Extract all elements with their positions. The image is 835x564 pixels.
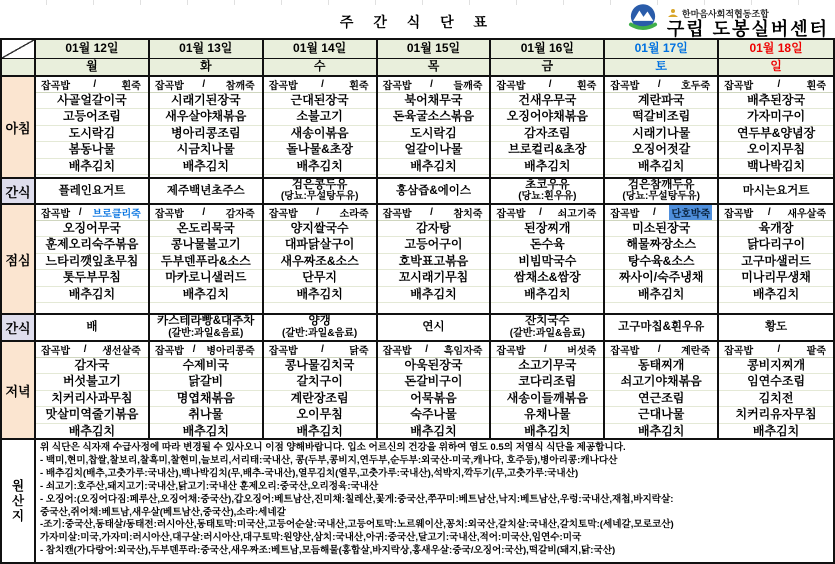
menu-item: 돈수육	[491, 237, 603, 253]
menu-item: 계란장조림	[264, 391, 376, 407]
menu-item: 배추김치	[605, 424, 717, 438]
menu-item: 배추김치	[264, 424, 376, 438]
origin-note-line: - 쇠고기:호주산,돼지고기:국내산,닭고기:국내산 훈제오리:중국산,오리정육:국내산	[40, 480, 379, 492]
rice-porridge-line	[491, 342, 603, 358]
menu-item: 콩나물김치국	[264, 358, 376, 374]
snack-item: 양갱	[308, 315, 331, 327]
meal-cell	[605, 340, 719, 438]
menu-text: 잡곡밥	[382, 81, 412, 92]
origin-note-line: -조기:중국산,동태살/동태전:러시아산,동태토막:미국산,고등어순살:국내산,고등어토막:노르웨이산,꽁치:외국산,갈치살:국내산,갈치토막:(세네갈,모로코산)	[40, 519, 674, 531]
menu-item: 얼갈이나물	[378, 142, 490, 158]
menu-item: 고등어조림	[36, 109, 148, 125]
rice-porridge-line	[378, 342, 490, 358]
rice-porridge-line	[605, 77, 717, 93]
menu-item: 도시락김	[378, 126, 490, 142]
rice-porridge-line	[491, 205, 603, 221]
menu-item: 배추김치	[605, 159, 717, 175]
menu-text: 새우살죽	[787, 209, 826, 220]
menu-text: 참깨죽	[225, 81, 255, 92]
menu-item: 꼬시래기무침	[378, 270, 490, 286]
dow-cell: 금	[491, 58, 605, 75]
snack-item: 검은콩두유	[291, 178, 348, 191]
menu-item: 도시락김	[36, 126, 148, 142]
origin-note-line: - 배추김치(배추,고춧가루:국내산),백나박김치(무,배추-국내산),열무김치(열무,고춧가루:국내산),석박지,깍두기(무,고춧가루:국내산)	[40, 467, 579, 479]
origin-section	[0, 438, 835, 564]
origin-row-label	[2, 440, 36, 562]
menu-item: 단무지	[264, 270, 376, 286]
menu-text: /	[777, 344, 781, 355]
menu-item: 양지쌀국수	[264, 221, 376, 237]
menu-item: 맛살미역줄기볶음	[36, 407, 148, 423]
menu-item: 고등어구이	[378, 237, 490, 253]
menu-item: 치커리사과무침	[36, 391, 148, 407]
meal-cell	[264, 340, 378, 438]
menu-item: 사골얼갈이국	[36, 93, 148, 109]
menu-item: 건새우무국	[491, 93, 603, 109]
menu-text: 잡곡밥	[610, 81, 640, 92]
menu-item: 배추김치	[378, 159, 490, 175]
menu-item: 오이무침	[264, 407, 376, 423]
menu-item: 배추김치	[264, 287, 376, 303]
menu-item: 돌나물&초장	[264, 142, 376, 158]
snack-item: 연시	[422, 321, 445, 334]
meal-cell	[605, 75, 719, 177]
menu-text: 흰죽	[576, 81, 597, 92]
rice-porridge-line	[264, 342, 376, 358]
menu-text: /	[202, 79, 206, 90]
center-name: 구립 도봉실버센터	[666, 19, 829, 39]
menu-item: 짜사이/숙주냉채	[605, 270, 717, 286]
menu-item: 배추김치	[378, 287, 490, 303]
rice-porridge-line	[150, 77, 262, 93]
meal-cell	[378, 75, 492, 177]
snack-item: 카스테라빵&대추차	[157, 315, 255, 327]
origin-note-line: - 백미,현미,찹쌀,찰보리,찰흑미,찰현미,늘보리,서리태:국내산, 콩(두부,콩비지,연두부,순두부:외국산-미국,캐나다, 호주등),병아리콩:캐나다산	[40, 454, 618, 466]
menu-text: 잡곡밥	[724, 346, 754, 357]
snack-item: 플레인요거트	[58, 184, 126, 197]
menu-item: 봄동나물	[36, 142, 148, 158]
meal-cell	[36, 340, 150, 438]
date-cell: 01월 13일	[150, 40, 264, 58]
meal-cell	[719, 75, 833, 177]
meal-cell	[491, 75, 605, 177]
empty-grid-lines	[491, 303, 603, 313]
menu-item: 닭다리구이	[719, 237, 833, 253]
menu-item: 병아리콩조림	[150, 126, 262, 142]
menu-item: 가자미구이	[719, 109, 833, 125]
origin-label-char: 원	[11, 478, 25, 493]
menu-text: 잡곡밥	[268, 346, 298, 357]
org-names	[667, 7, 829, 38]
menu-text: /	[202, 207, 206, 218]
date-cell: 01월 15일	[378, 40, 492, 58]
menu-item: 시금치나물	[150, 142, 262, 158]
rice-porridge-line	[150, 342, 262, 358]
menu-item: 새송이들깨볶음	[491, 391, 603, 407]
menu-item: 해물짜장소스	[605, 237, 717, 253]
menu-item: 버섯불고기	[36, 374, 148, 390]
menu-item: 코다리조림	[491, 374, 603, 390]
snack-cell	[491, 313, 605, 340]
menu-item: 육개장	[719, 221, 833, 237]
origin-note-line: 가자미살:미국,가자미:러시아산,대구살:러시아산,대구토막:원양산,삼치:국내산,아귀:중국산,달고기:국내산,적어:미국산,임연수:미국	[40, 532, 582, 544]
menu-item: 비빔막국수	[491, 254, 603, 270]
menu-text: /	[192, 344, 196, 355]
menu-item: 두부덴푸라&소스	[150, 254, 262, 270]
menu-item: 돈육굴소스볶음	[378, 109, 490, 125]
meal-cell	[150, 75, 264, 177]
rice-porridge-line	[491, 77, 603, 93]
snack-item: 제주백년초주스	[166, 184, 245, 197]
org-logo-block	[625, 2, 829, 43]
menu-text: 잡곡밥	[154, 346, 184, 357]
menu-item: 배추김치	[150, 159, 262, 175]
snack-cell	[719, 313, 833, 340]
menu-text: 잡곡밥	[268, 81, 298, 92]
menu-text: 버섯죽	[567, 346, 597, 357]
menu-text: 흑임자죽	[443, 346, 483, 357]
menu-item: 대파닭살구이	[264, 237, 376, 253]
menu-item: 느타리깻잎초무침	[36, 254, 148, 270]
rice-porridge-line	[719, 77, 833, 93]
menu-text: /	[430, 79, 433, 90]
rice-porridge-line	[378, 77, 490, 93]
meal-cell	[150, 340, 264, 438]
menu-item: 계란파국	[605, 93, 717, 109]
snack-item-note: (갈반:과일&음료)	[509, 327, 585, 339]
snack-item: 배	[86, 321, 98, 334]
menu-text: 잡곡밥	[610, 346, 640, 357]
menu-item: 오징어야채볶음	[491, 109, 603, 125]
menu-item: 배추김치	[36, 287, 148, 303]
origin-label-char: 지	[11, 508, 25, 523]
meal-cell	[491, 203, 605, 313]
menu-text: 흰죽	[121, 81, 141, 92]
menu-item: 배추김치	[36, 159, 148, 175]
row-label: 점심	[2, 203, 36, 313]
menu-item: 새송이볶음	[264, 126, 376, 142]
menu-item: 돈갈비구이	[378, 374, 490, 390]
menu-item: 연두부&양념장	[719, 126, 833, 142]
meal-cell	[719, 340, 833, 438]
menu-text: 단호박죽	[669, 205, 712, 220]
meal-cell	[378, 203, 492, 313]
menu-text: /	[543, 344, 547, 355]
rice-porridge-line	[150, 205, 262, 221]
menu-item: 미나리무생채	[719, 270, 833, 286]
menu-item: 갈치구이	[264, 374, 376, 390]
menu-text: /	[321, 344, 324, 355]
menu-item: 훈제오리숙주볶음	[36, 237, 148, 253]
menu-item: 시래기된장국	[150, 93, 262, 109]
menu-item: 소고기무국	[491, 358, 603, 374]
menu-item: 임연수조림	[719, 374, 833, 390]
rice-porridge-line	[36, 342, 148, 358]
menu-text: /	[657, 344, 661, 355]
menu-item: 어묵볶음	[378, 391, 490, 407]
menu-text: 잡곡밥	[496, 81, 526, 92]
menu-item: 백나박김치	[719, 159, 833, 175]
menu-text: 잡곡밥	[41, 81, 70, 92]
menu-text: 잡곡밥	[724, 81, 754, 92]
date-cell: 01월 17일	[605, 40, 719, 58]
snack-item: 황도	[764, 321, 788, 334]
menu-item: 명엽채볶음	[150, 391, 262, 407]
empty-grid-lines	[719, 303, 833, 313]
dow-cell: 목	[378, 58, 492, 75]
menu-item: 탕수육&소스	[605, 254, 717, 270]
origin-label-char: 산	[11, 493, 25, 508]
menu-item: 배추김치	[150, 287, 262, 303]
menu-item: 새우살야채볶음	[150, 109, 262, 125]
rice-porridge-line	[378, 205, 490, 221]
menu-item: 배추김치	[719, 424, 833, 438]
menu-table	[0, 38, 835, 438]
menu-item: 쇠고기야채볶음	[605, 374, 717, 390]
date-cell: 01월 16일	[491, 40, 605, 58]
menu-text: 잡곡밥	[496, 346, 526, 357]
snack-item: 고구마칩&흰우유	[618, 321, 705, 334]
menu-item: 새우짜조&소스	[264, 254, 376, 270]
menu-text: 소라죽	[339, 209, 369, 220]
menu-item: 온도리묵국	[150, 221, 262, 237]
corner-dow-cell	[2, 58, 36, 75]
origin-note-line: 위 식단은 식자재 수급사정에 따라 변경될 수 있사오니 이점 양해바랍니다. 입소 어르신의 건강을 위하여 염도 0.5의 저염식 식단을 제공합니다.	[40, 442, 626, 453]
menu-item: 떡갈비조림	[605, 109, 717, 125]
snack-item-note: (당뇨:무설탕두유)	[280, 191, 359, 202]
menu-text: /	[767, 207, 771, 218]
date-cell: 01월 12일	[36, 40, 150, 58]
meal-cell	[719, 203, 833, 313]
meal-cell	[264, 75, 378, 177]
menu-item: 감자국	[36, 358, 148, 374]
dow-cell: 월	[36, 58, 150, 75]
menu-item: 근대된장국	[264, 93, 376, 109]
title-bar	[0, 0, 835, 38]
corner-cell	[2, 40, 36, 58]
menu-item: 배추김치	[150, 424, 262, 438]
menu-text: /	[539, 207, 542, 218]
menu-item: 호박표고볶음	[378, 254, 490, 270]
empty-grid-lines	[378, 303, 490, 313]
menu-text: 잡곡밥	[154, 209, 184, 220]
dow-cell: 화	[150, 58, 264, 75]
meal-cell	[264, 203, 378, 313]
menu-item: 배추김치	[719, 287, 833, 303]
page-title: 주 간 식 단 표	[339, 14, 496, 30]
menu-text: 참치죽	[453, 209, 483, 220]
menu-text: 감자죽	[225, 209, 255, 220]
menu-item: 김치전	[719, 391, 833, 407]
rice-porridge-line	[605, 342, 717, 358]
snack-item: 초코우유	[525, 178, 570, 191]
menu-text: /	[777, 79, 781, 90]
snack-cell	[36, 177, 150, 203]
menu-item: 연근조림	[605, 391, 717, 407]
menu-text: /	[430, 207, 433, 218]
coop-icon	[667, 8, 679, 20]
meal-cell	[378, 340, 492, 438]
menu-item: 오이지무침	[719, 142, 833, 158]
menu-text: 호두죽	[681, 81, 711, 92]
origin-note-line: 중국산,쥐어채:베트남,새우살(베트남산,중국산),소라:세네갈	[40, 506, 286, 518]
menu-item: 배추김치	[605, 287, 717, 303]
menu-item: 근대나물	[605, 407, 717, 423]
menu-item: 배추김치	[264, 159, 376, 175]
menu-text: /	[548, 79, 552, 90]
snack-cell	[36, 313, 150, 340]
row-label: 간식	[2, 313, 36, 340]
menu-item: 브로컬리&초장	[491, 142, 603, 158]
menu-item: 숙주나물	[378, 407, 490, 423]
menu-text: /	[652, 207, 656, 218]
meal-cell	[605, 203, 719, 313]
menu-item: 소불고기	[264, 109, 376, 125]
date-cell: 01월 18일	[719, 40, 833, 58]
menu-item: 고구마샐러드	[719, 254, 833, 270]
snack-cell	[719, 177, 833, 203]
menu-item: 배추된장국	[719, 93, 833, 109]
menu-text: 잡곡밥	[610, 209, 640, 220]
dow-cell: 수	[264, 58, 378, 75]
rice-porridge-line	[719, 342, 833, 358]
snack-cell	[491, 177, 605, 203]
snack-item-note: (당뇨:흰우유)	[518, 191, 577, 202]
menu-text: /	[425, 344, 429, 355]
menu-text: 잡곡밥	[496, 209, 526, 220]
meal-cell	[491, 340, 605, 438]
menu-item: 콩나물불고기	[150, 237, 262, 253]
empty-grid-lines	[264, 303, 376, 313]
menu-item: 배추김치	[36, 424, 148, 438]
snack-item-note: (당뇨:무설탕두유)	[622, 191, 701, 202]
origin-note-line: - 오징어:(오징어다짐:페루산,오징어채:중국산),갑오징어:베트남산,진미채:칠레산,꽃게:중국산,쭈꾸미:베트남산,낙지:베트남산,우렁:국내산,재첩,바지락살:	[40, 493, 674, 505]
dow-cell: 일	[719, 58, 833, 75]
menu-item: 치커리유자무침	[719, 407, 833, 423]
menu-text: /	[316, 207, 320, 218]
snack-cell	[150, 313, 264, 340]
menu-item: 미소된장국	[605, 221, 717, 237]
snack-item: 홍삼즙&에이스	[396, 184, 471, 197]
menu-text: 흰죽	[349, 81, 369, 92]
snack-item: 잔치국수	[525, 315, 570, 327]
menu-item: 오징어젓갈	[605, 142, 717, 158]
menu-text: 병아리콩죽	[206, 346, 255, 357]
menu-item: 동태찌개	[605, 358, 717, 374]
menu-text: 쇠고기죽	[557, 209, 597, 220]
menu-text: /	[78, 207, 82, 218]
menu-text: 잡곡밥	[41, 209, 70, 220]
menu-text: /	[93, 79, 97, 90]
snack-cell	[150, 177, 264, 203]
menu-item: 쌈채소&쌈장	[491, 270, 603, 286]
menu-item: 아욱된장국	[378, 358, 490, 374]
date-cell: 01월 14일	[264, 40, 378, 58]
menu-item: 취나물	[150, 407, 262, 423]
menu-text: 계란죽	[681, 346, 711, 357]
rice-porridge-line	[605, 205, 717, 221]
menu-text: /	[83, 344, 87, 355]
rice-porridge-line	[264, 205, 376, 221]
meal-cell	[150, 203, 264, 313]
rice-porridge-line	[264, 77, 376, 93]
menu-text: 잡곡밥	[268, 209, 298, 220]
menu-item: 배추김치	[491, 424, 603, 438]
meal-cell	[36, 203, 150, 313]
rice-porridge-line	[36, 77, 148, 93]
menu-item: 마카로니샐러드	[150, 270, 262, 286]
menu-item: 유채나물	[491, 407, 603, 423]
menu-text: 잡곡밥	[724, 209, 754, 220]
empty-grid-lines	[150, 303, 262, 313]
menu-item: 배추김치	[491, 287, 603, 303]
menu-text: /	[657, 79, 661, 90]
menu-text: 브로클리죽	[92, 209, 141, 220]
menu-text: 생선살죽	[102, 346, 141, 357]
origin-notes	[36, 440, 833, 562]
menu-item: 닭갈비	[150, 374, 262, 390]
empty-grid-lines	[36, 303, 148, 313]
dow-cell: 토	[605, 58, 719, 75]
menu-text: 흰죽	[806, 81, 826, 92]
snack-cell	[264, 177, 378, 203]
origin-note-line: - 참치캔(가다랑어:외국산),두부덴푸라:중국산,새우짜조:베트남,모듬해물(홍합살,바지락상,홍새우살:중국/오징어:국산),떡갈비(돼지,닭:국산)	[40, 545, 616, 557]
center-logo-icon	[625, 2, 661, 43]
snack-item: 마시는요거트	[742, 184, 810, 197]
snack-cell	[378, 313, 492, 340]
menu-text: 들깨죽	[453, 81, 483, 92]
snack-cell	[378, 177, 492, 203]
menu-item: 북어채무국	[378, 93, 490, 109]
menu-text: 잡곡밥	[382, 209, 412, 220]
menu-item: 배추김치	[491, 159, 603, 175]
menu-text: 잡곡밥	[154, 81, 184, 92]
coop-name: 한마음사회적협동조합	[681, 9, 769, 19]
snack-cell	[605, 177, 719, 203]
menu-text: 잡곡밥	[382, 346, 412, 357]
menu-item: 시래기나물	[605, 126, 717, 142]
menu-text: /	[321, 79, 324, 90]
rice-porridge-line	[36, 205, 148, 221]
menu-text: 팥죽	[806, 346, 826, 357]
snack-item-note: (갈반:과일&음료)	[168, 327, 244, 339]
row-label: 간식	[2, 177, 36, 203]
snack-cell	[605, 313, 719, 340]
snack-item-note: (갈반:과일&음료)	[282, 327, 358, 339]
menu-item: 감자조림	[491, 126, 603, 142]
snack-cell	[264, 313, 378, 340]
menu-item: 톳두부무침	[36, 270, 148, 286]
menu-item: 콩비지찌개	[719, 358, 833, 374]
menu-item: 감자탕	[378, 221, 490, 237]
menu-text: 잡곡밥	[41, 346, 70, 357]
snack-item: 검은참깨두유	[627, 178, 695, 191]
empty-grid-lines	[605, 303, 717, 313]
row-label: 아침	[2, 75, 36, 177]
row-label: 저녁	[2, 340, 36, 438]
menu-item: 배추김치	[378, 424, 490, 438]
meal-cell	[36, 75, 150, 177]
menu-item: 수제비국	[150, 358, 262, 374]
menu-item: 오징어무국	[36, 221, 148, 237]
rice-porridge-line	[719, 205, 833, 221]
menu-text: 닭죽	[349, 346, 369, 357]
menu-item: 된장찌개	[491, 221, 603, 237]
